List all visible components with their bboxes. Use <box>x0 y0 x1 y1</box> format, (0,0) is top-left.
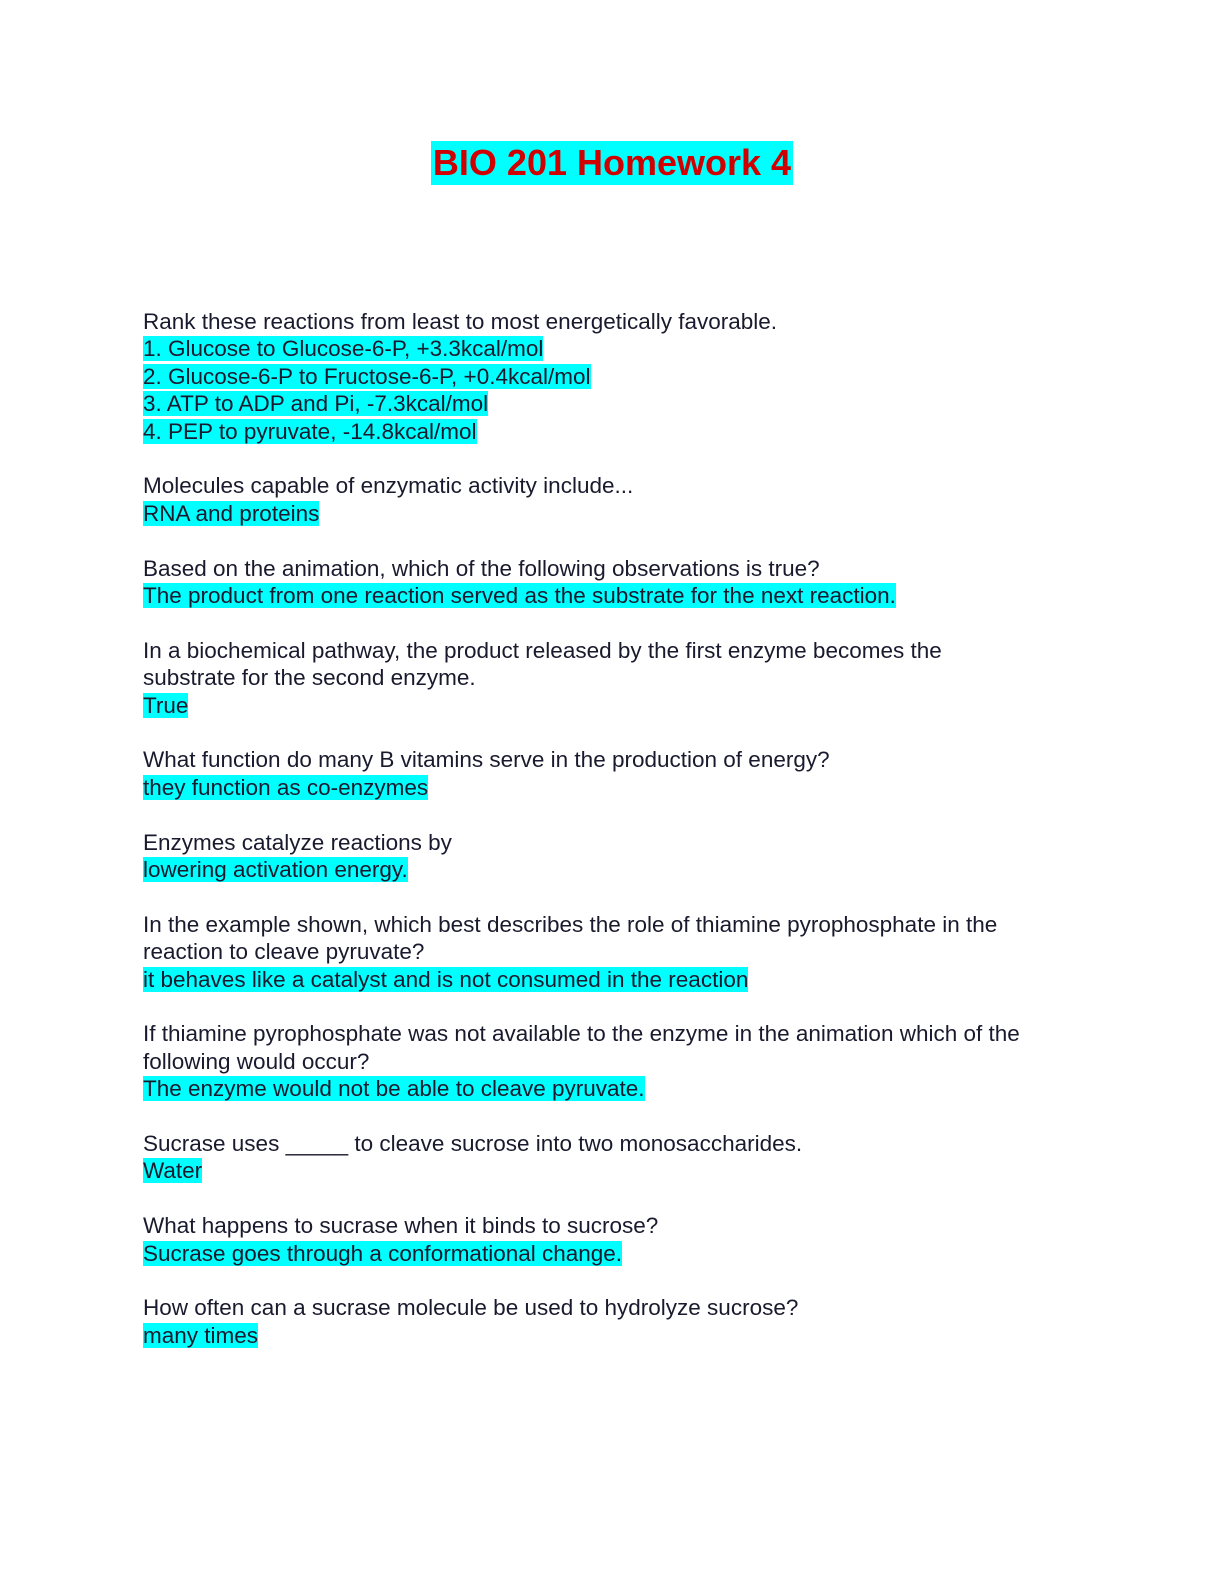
question-text: following would occur? <box>143 1048 370 1074</box>
answer-line <box>143 1240 1083 1267</box>
question-text: Enzymes catalyze reactions by <box>143 829 452 855</box>
highlighted-answer: Water <box>143 1158 203 1184</box>
qa-item <box>143 746 1083 801</box>
highlighted-answer: 4. PEP to pyruvate, -14.8kcal/mol <box>143 418 477 444</box>
highlighted-answer: they function as co-enzymes <box>143 774 429 800</box>
answer-line <box>143 1157 1083 1184</box>
highlighted-answer: it behaves like a catalyst and is not consumed in the reaction <box>143 966 749 992</box>
answer-line <box>143 500 1083 527</box>
answer-line <box>143 856 1083 883</box>
qa-item <box>143 637 1083 719</box>
qa-item <box>143 472 1083 527</box>
question-text: What function do many B vitamins serve in the production of energy? <box>143 747 830 773</box>
qa-item <box>143 911 1083 993</box>
qa-item <box>143 1020 1083 1102</box>
qa-item <box>143 1294 1083 1349</box>
answer-line <box>143 774 1083 801</box>
answer-line <box>143 1075 1083 1102</box>
question-text: In a biochemical pathway, the product released by the first enzyme becomes the <box>143 637 942 663</box>
answer-line <box>143 966 1083 993</box>
answer-line <box>143 1322 1083 1349</box>
highlighted-answer: 2. Glucose-6-P to Fructose-6-P, +0.4kcal/mol <box>143 363 591 389</box>
highlighted-answer: Sucrase goes through a conformational change. <box>143 1240 623 1266</box>
qa-item <box>143 308 1083 445</box>
qa-item <box>143 555 1083 610</box>
question-text: What happens to sucrase when it binds to sucrose? <box>143 1213 659 1239</box>
answer-line <box>143 418 1083 445</box>
qa-item <box>143 1130 1083 1185</box>
page-title: BIO 201 Homework 4 <box>432 142 792 183</box>
question-text: reaction to cleave pyruvate? <box>143 939 425 965</box>
highlighted-answer: 3. ATP to ADP and Pi, -7.3kcal/mol <box>143 391 489 417</box>
question-text: Molecules capable of enzymatic activity include... <box>143 473 634 499</box>
question-text: If thiamine pyrophosphate was not available to the enzyme in the animation which of the <box>143 1021 1020 1047</box>
answer-line <box>143 335 1083 362</box>
question-text: In the example shown, which best describes the role of thiamine pyrophosphate in the <box>143 911 998 937</box>
highlighted-answer: The enzyme would not be able to cleave pyruvate. <box>143 1076 645 1102</box>
answer-line <box>143 582 1083 609</box>
question-text: Based on the animation, which of the following observations is true? <box>143 555 820 581</box>
qa-item <box>143 1212 1083 1267</box>
highlighted-answer: The product from one reaction served as the substrate for the next reaction. <box>143 583 896 609</box>
highlighted-answer: 1. Glucose to Glucose-6-P, +3.3kcal/mol <box>143 336 544 362</box>
answer-line <box>143 692 1083 719</box>
highlighted-answer: True <box>143 692 189 718</box>
qa-list <box>143 308 1083 1377</box>
question-text: substrate for the second enzyme. <box>143 665 476 691</box>
qa-item <box>143 829 1083 884</box>
answer-line <box>143 363 1083 390</box>
title-container <box>0 141 1224 185</box>
question-text: Sucrase uses _____ to cleave sucrose into two monosaccharides. <box>143 1131 803 1157</box>
highlighted-answer: lowering activation energy. <box>143 857 408 883</box>
answer-line <box>143 390 1083 417</box>
highlighted-answer: RNA and proteins <box>143 500 320 526</box>
question-text: Rank these reactions from least to most energetically favorable. <box>143 309 778 334</box>
highlighted-answer: many times <box>143 1322 259 1348</box>
question-text: How often can a sucrase molecule be used to hydrolyze sucrose? <box>143 1295 799 1321</box>
